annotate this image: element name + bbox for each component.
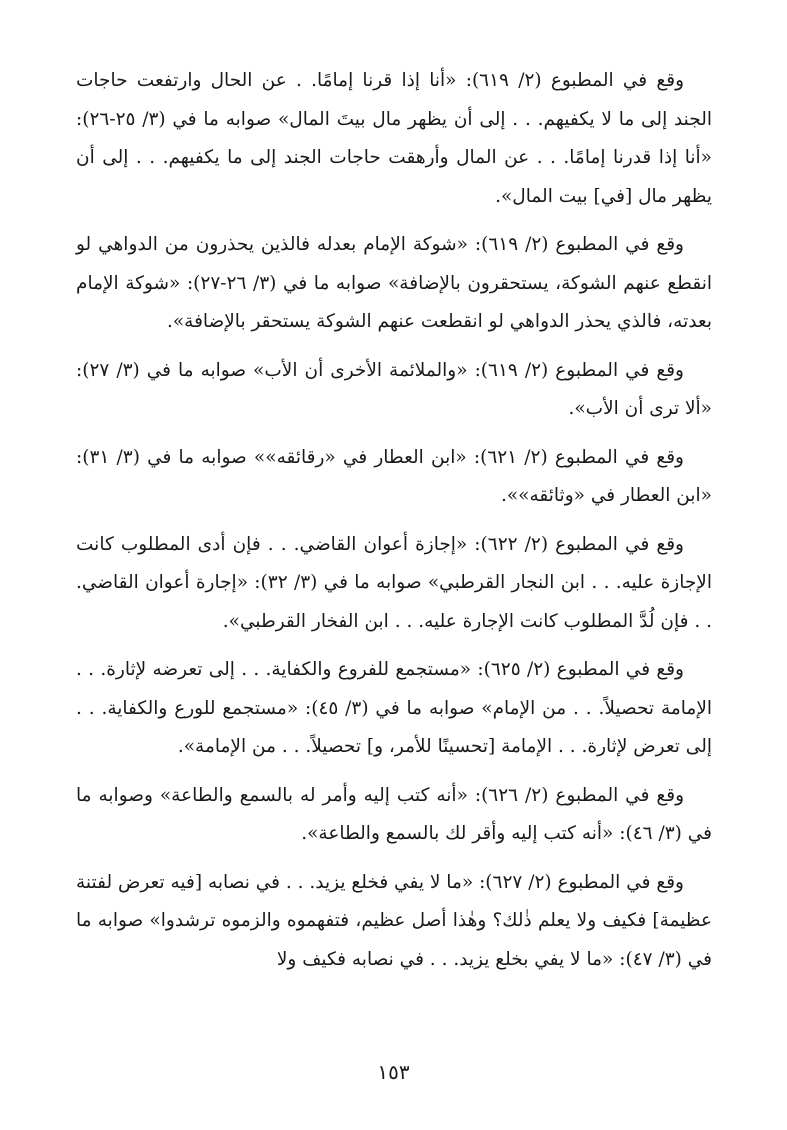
paragraph-7: وقع في المطبوع (٢/ ٦٢٦): «أنه كتب إليه وأمر له بالسمع والطاعة» وصوابه ما في (٣/ ٤٦): «أنه كتب إليه وأقر لك بالسمع والطاعة». xyxy=(76,784,712,844)
paragraph-8: وقع في المطبوع (٢/ ٦٢٧): «ما لا يفي فخلع يزيد. . . في نصابه [فيه تعرض لفتنة عظيمة] فكيف ولا يعلم ذٰلك؟ وهٰذا أصل عظيم، فتفهموه والزموه ترشدوا» صوابه ما في (٣/ ٤٧): «ما لا يفي بخلع يزيد. . . في نصابه فكيف ولا xyxy=(76,871,712,970)
paragraph-1: وقع في المطبوع (٢/ ٦١٩): «أنا إذا قرنا إمامًا. . عن الحال وارتفعت حاجات الجند إلى ما لا يكفيهم. . . إلى أن يظهر مال بيتَ المال» صوابه ما في (٣/ ٢٥-٢٦): «أنا إذا قدرنا إمامًا. . . عن المال وأرهقت حاجات الجند إلى ما يكفيهم. . . إلى أن يظهر مال [في] بيت المال». xyxy=(76,70,712,207)
paragraph-5: وقع في المطبوع (٢/ ٦٢٢): «إجازة أعوان القاضي. . . فإن أدى المطلوب كانت الإجازة عليه. . . ابن النجار القرطبي» صوابه ما في (٣/ ٣٢): «إجارة أعوان القاضي. . . فإن لُدَّ المطلوب كانت الإجارة عليه. . . ابن الفخار القرطبي». xyxy=(76,533,712,632)
paragraph-2: وقع في المطبوع (٢/ ٦١٩): «شوكة الإمام بعدله فالذين يحذرون من الدواهي لو انقطع عنهم الشوكة، يستحقرون بالإضافة» صوابه ما في (٣/ ٢٦-٢٧): «شوكة الإمام بعدته، فالذي يحذر الدواهي لو انقطعت عنهم الشوكة يستحقر بالإضافة». xyxy=(76,234,712,332)
paragraph-6: وقع في المطبوع (٢/ ٦٢٥): «مستجمع للفروع والكفاية. . . إلى تعرضه لإثارة. . . الإمامة تحصيلاً. . . من الإمام» صوابه ما في (٣/ ٤٥): «مستجمع للورع والكفاية. . . إلى تعرض لإثارة. . . الإمامة [تحسينًا للأمر، و] تحصيلاً. . . من الإمامة». xyxy=(76,659,713,757)
page-body xyxy=(76,62,712,989)
paragraph-3: وقع في المطبوع (٢/ ٦١٩): «والملائمة الأخرى أن الأب» صوابه ما في (٣/ ٢٧): «ألا ترى أن الأب». xyxy=(76,359,712,419)
paragraph-4: وقع في المطبوع (٢/ ٦٢١): «ابن العطار في «رقائقه»» صوابه ما في (٣/ ٣١): «ابن العطار في «وثائقه»». xyxy=(76,446,712,506)
page-number: ١٥٣ xyxy=(377,1060,410,1084)
